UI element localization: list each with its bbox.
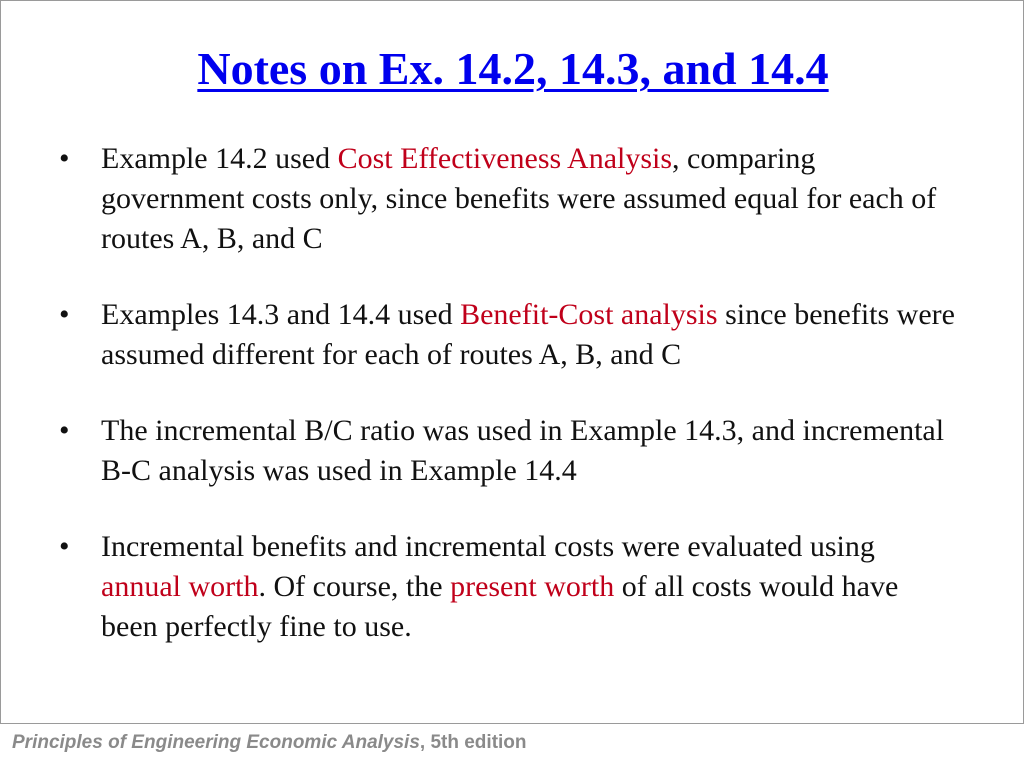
bullet-text: Examples 14.3 and 14.4 used [101, 298, 461, 331]
bullet-item-1 [57, 139, 957, 259]
bullet-marker: • [59, 530, 70, 563]
footer-citation [12, 730, 527, 756]
slide-title: Notes on Ex. 14.2, 14.3, and 14.4 [197, 43, 829, 94]
bullet-text: Example 14.2 used [101, 142, 338, 175]
bullet-text: The incremental B/C ratio was used in Example 14.3, and incremental B-C analysis was used in Example 14.4 [101, 414, 945, 487]
bullet-marker: • [59, 414, 70, 447]
footer-book-title: Principles of Engineering Economic Analysis [12, 732, 420, 753]
bullet-text: of all costs would have been perfectly fine to use. [101, 570, 899, 643]
bullet-item-2 [57, 295, 957, 375]
footer-edition: , 5th edition [419, 732, 527, 753]
bullet-text: since benefits were assumed different for each of routes A, B, and C [101, 298, 955, 371]
highlight-present-worth: present worth [450, 570, 615, 603]
bullet-marker: • [59, 298, 70, 331]
bullet-text: Incremental benefits and incremental costs were evaluated using [101, 530, 875, 563]
bullet-list [57, 139, 957, 683]
bullet-text: , comparing government costs only, since benefits were assumed equal for each of routes A, B, and C [101, 142, 937, 255]
highlight-annual-worth: annual worth [101, 570, 259, 603]
bullet-item-3 [57, 411, 957, 491]
bullet-marker: • [59, 142, 70, 175]
bullet-item-4 [57, 527, 957, 647]
highlight-benefit-cost: Benefit-Cost analysis [460, 298, 718, 331]
bullet-text: . Of course, the [258, 570, 451, 603]
highlight-cost-effectiveness: Cost Effectiveness Analysis [337, 142, 673, 175]
